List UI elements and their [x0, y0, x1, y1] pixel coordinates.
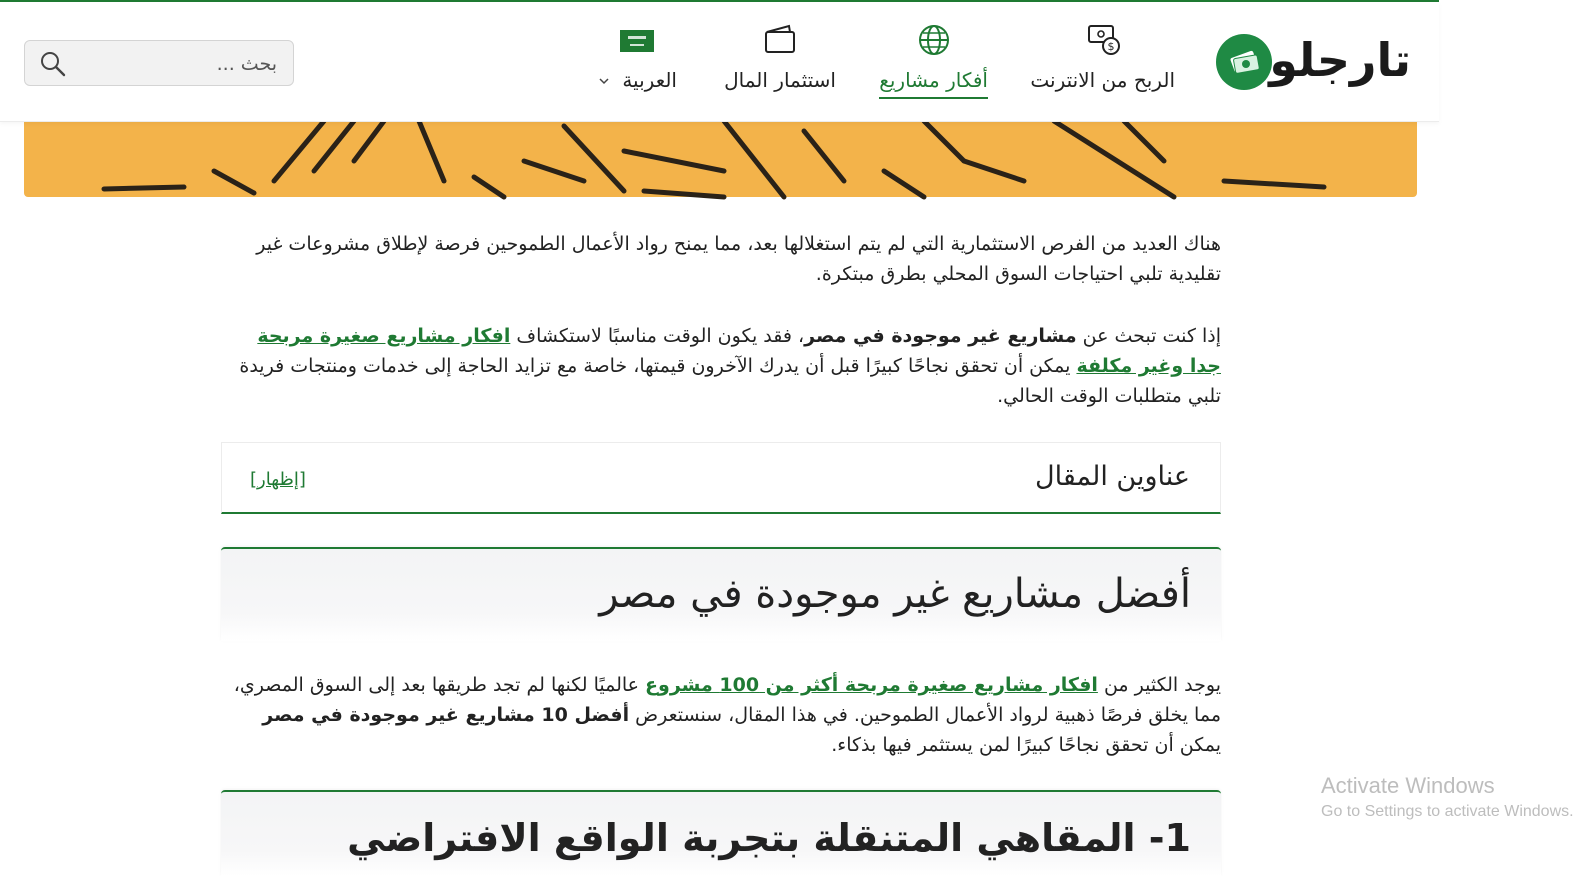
- toc-title: عناوين المقال: [1034, 461, 1190, 492]
- site-header: [0, 2, 1439, 122]
- toc-show-toggle[interactable]: [إظهار]: [250, 469, 306, 490]
- section1-paragraph: يوجد الكثير من افكار مشاريع صغيرة مربحة أكثر من 100 مشروع عالميًا لكنها لم تجد طريقها بعد إلى السوق المصري، مما يخلق فرصًا ذهبية لرواد الأعمال الطموحين. في هذا المقال، سنستعرض أفضل 10 مشاريع غير موجودة في مصر يمكن أن تحقق نجاحًا كبيرًا لمن يستثمر فيها بذكاء.: [233, 674, 1221, 756]
- site-logo[interactable]: [1216, 30, 1411, 94]
- wallet-icon: [763, 22, 797, 58]
- intro-paragraph-1: هناك العديد من الفرص الاستثمارية التي لم يتم استغلالها بعد، مما يمنح رواد الأعمال الطموحين فرصة لإطلاق مشروعات غير تقليدية تلبي احتياجات السوق المحلي بطرق مبتكرة.: [256, 233, 1221, 285]
- intro-paragraph-2: إذا كنت تبحث عن مشاريع غير موجودة في مصر، فقد يكون الوقت مناسبًا لاستكشاف افكار مشاريع صغيرة مربحة جدا وغير مكلفة يمكن أن تحقق نجاحًا كبيرًا قبل أن يدرك الآخرون قيمتها، خاصة مع تزايد الحاجة إلى خدمات ومنتجات فريدة تلبي متطلبات الوقت الحالي.: [239, 325, 1221, 407]
- search-box[interactable]: [24, 40, 294, 86]
- hero-image: [24, 121, 1417, 197]
- logo-money-icon: [1216, 34, 1272, 90]
- logo-text: تارجلو: [1269, 33, 1411, 87]
- project-ideas-link[interactable]: افكار مشاريع صغيرة مربحة جدا وغير مكلفة: [257, 325, 1221, 377]
- nav-project-ideas[interactable]: [879, 22, 988, 99]
- table-of-contents: [221, 442, 1221, 514]
- nav-invest-money[interactable]: [724, 22, 836, 92]
- chevron-down-icon: [598, 75, 610, 87]
- globe-icon: [916, 22, 952, 58]
- search-input[interactable]: [75, 41, 279, 87]
- language-label: العربية: [598, 68, 677, 92]
- section-heading-best-projects: أفضل مشاريع غير موجودة في مصر: [221, 547, 1221, 641]
- money-bag-icon: [1083, 22, 1123, 58]
- nav-earn-online[interactable]: [1030, 22, 1175, 92]
- nav-invest-money-label: استثمار المال: [724, 68, 836, 92]
- hero-sketch-illustration: [24, 121, 1417, 197]
- language-selector[interactable]: [598, 22, 677, 92]
- project-ideas-100-link[interactable]: افكار مشاريع صغيرة مربحة أكثر من 100 مشروع: [645, 674, 1098, 696]
- svg-text:$: $: [1107, 40, 1115, 53]
- section-heading-vr-cafes: 1- المقاهي المتنقلة بتجربة الواقع الافتراضي: [221, 790, 1221, 876]
- search-icon[interactable]: [39, 50, 67, 78]
- windows-activation-watermark: Activate Windows Go to Settings to activate Windows.: [1321, 773, 1574, 820]
- saudi-flag-icon: [620, 22, 654, 58]
- nav-earn-online-label: الربح من الانترنت: [1030, 68, 1175, 92]
- nav-project-ideas-label: أفكار مشاريع: [879, 68, 988, 99]
